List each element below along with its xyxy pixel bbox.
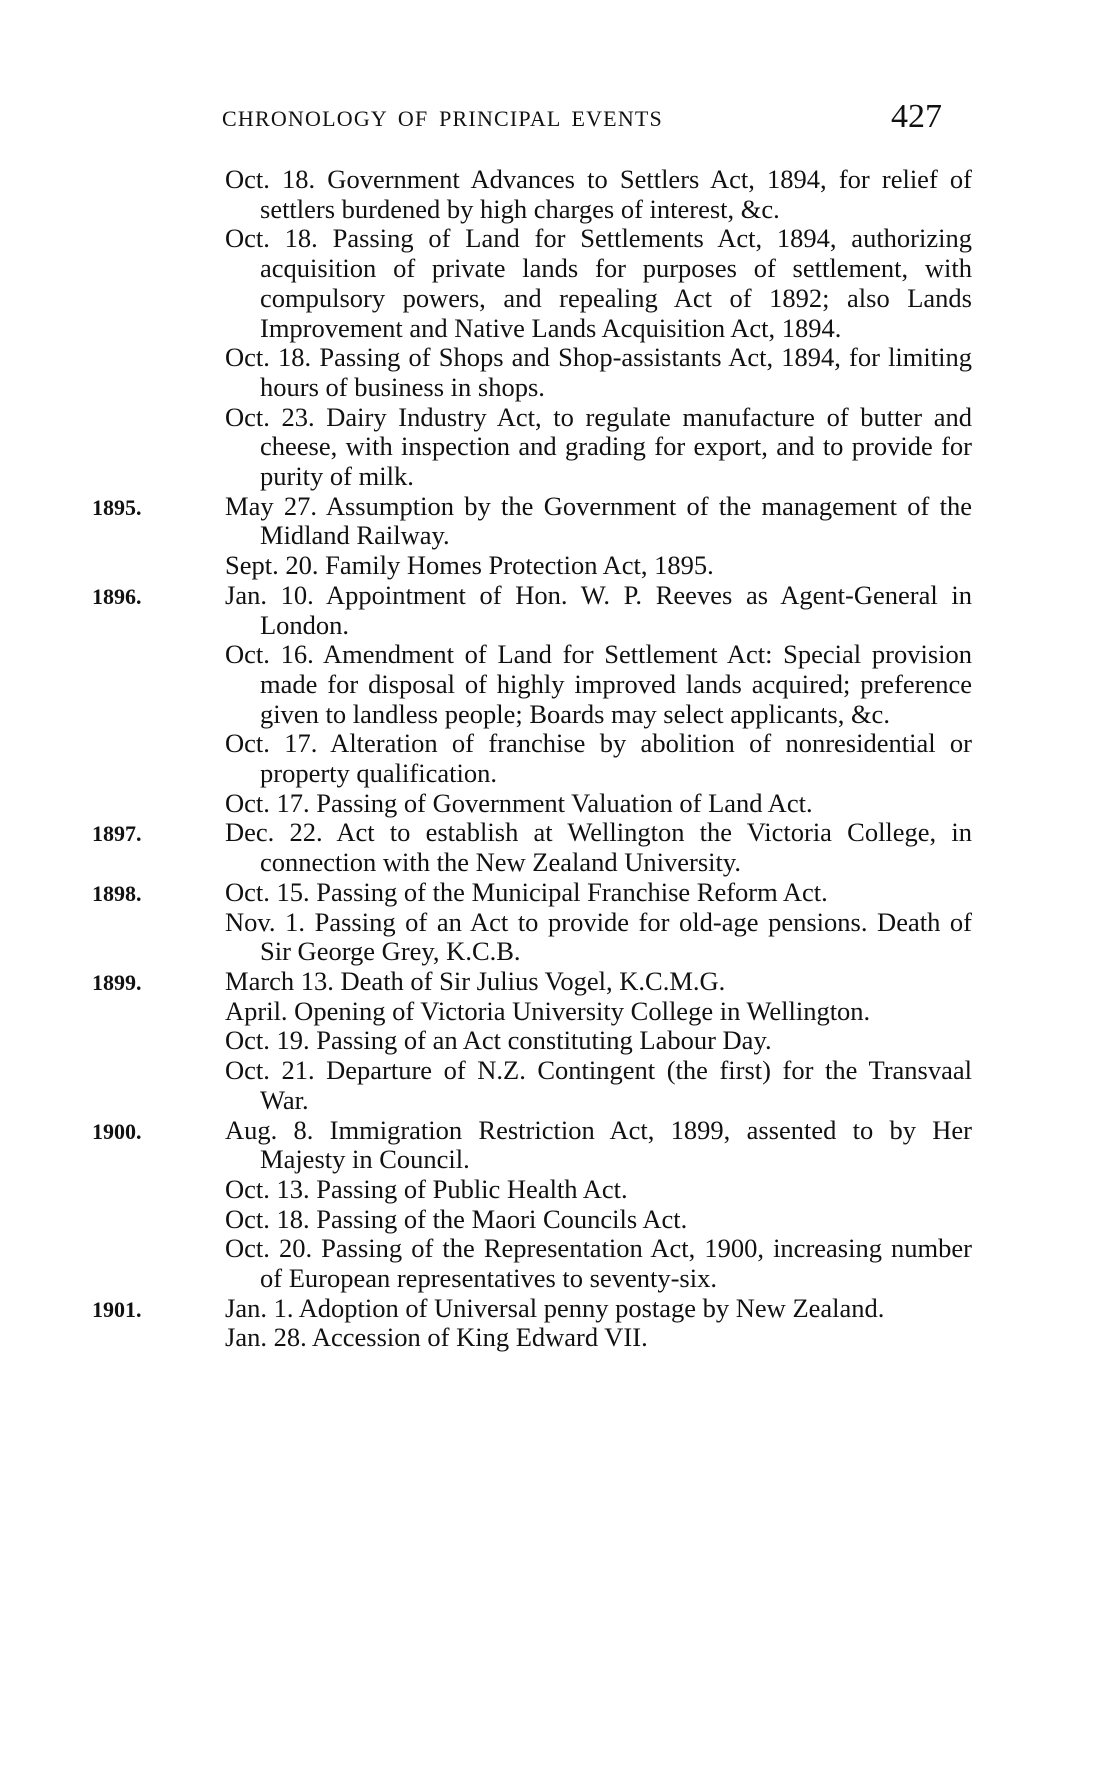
entry-text: Oct. 17. Passing of Government Valuation of Land Act. bbox=[225, 787, 813, 818]
chronology-entry bbox=[0, 640, 1114, 729]
entry-text: Dec. 22. Act to establish at Wellington the Victoria College, in connection with the New Zealand University. bbox=[225, 817, 972, 878]
chronology-entry bbox=[0, 1056, 1114, 1115]
chronology-entry bbox=[0, 1116, 1114, 1175]
entry-text: Oct. 21. Departure of N.Z. Contingent (the first) for the Transvaal War. bbox=[225, 1055, 972, 1115]
chronology-entry bbox=[0, 967, 1114, 997]
chronology-entry bbox=[0, 581, 1114, 640]
entry-text: April. Opening of Victoria University College in Wellington. bbox=[225, 995, 871, 1026]
chronology-entry bbox=[0, 165, 1114, 224]
entry-text: Oct. 16. Amendment of Land for Settlement Act: Special provision made for disposal of highly improved lands acquired; preference given to landless people; Boards may select applicants, &c. bbox=[225, 639, 972, 729]
entry-text: Oct. 13. Passing of Public Health Act. bbox=[225, 1173, 628, 1204]
chronology-entry bbox=[0, 403, 1114, 492]
chronology-entry bbox=[0, 224, 1114, 343]
running-head bbox=[222, 98, 942, 142]
page-number: 427 bbox=[891, 98, 942, 135]
chronology-entry bbox=[0, 551, 1114, 581]
entry-text: Jan. 1. Adoption of Universal penny postage by New Zealand. bbox=[225, 1292, 885, 1323]
chronology-list bbox=[0, 165, 1114, 1353]
chronology-entry bbox=[0, 1294, 1114, 1324]
entry-text: Oct. 18. Passing of Shops and Shop-assistants Act, 1894, for limiting hours of business in shops. bbox=[225, 342, 972, 402]
chronology-entry bbox=[0, 1026, 1114, 1056]
entry-text: Aug. 8. Immigration Restriction Act, 1899, assented to by Her Majesty in Council. bbox=[225, 1114, 972, 1175]
entry-text: March 13. Death of Sir Julius Vogel, K.C.M.G. bbox=[225, 965, 726, 996]
entry-year: 1896. bbox=[92, 583, 142, 609]
entry-text: Oct. 18. Passing of the Maori Councils Act. bbox=[225, 1203, 688, 1234]
chronology-entry bbox=[0, 492, 1114, 551]
entry-year: 1897. bbox=[92, 821, 142, 847]
chronology-entry bbox=[0, 343, 1114, 402]
entry-text: Oct. 19. Passing of an Act constituting Labour Day. bbox=[225, 1025, 772, 1056]
chronology-entry bbox=[0, 878, 1114, 908]
chronology-entry bbox=[0, 729, 1114, 788]
chronology-entry bbox=[0, 997, 1114, 1027]
entry-year: 1901. bbox=[92, 1296, 142, 1322]
chronology-entry bbox=[0, 1175, 1114, 1205]
chronology-entry bbox=[0, 1205, 1114, 1235]
entry-text: Oct. 17. Alteration of franchise by abolition of nonresidential or property qualification. bbox=[225, 728, 972, 789]
entry-text: Jan. 28. Accession of King Edward VII. bbox=[225, 1322, 648, 1353]
chronology-entry bbox=[0, 818, 1114, 877]
entry-text: Oct. 23. Dairy Industry Act, to regulate manufacture of butter and cheese, with inspection and grading for export, and to provide for purity of milk. bbox=[225, 401, 972, 492]
entry-text: Jan. 10. Appointment of Hon. W. P. Reeves as Agent-General in London. bbox=[225, 579, 972, 640]
entry-year: 1895. bbox=[92, 494, 142, 520]
entry-text: May 27. Assumption by the Government of the management of the Midland Railway. bbox=[225, 490, 972, 551]
entry-year: 1900. bbox=[92, 1118, 142, 1144]
entry-year: 1899. bbox=[92, 969, 142, 995]
entry-text: Oct. 20. Passing of the Representation Act, 1900, increasing number of European representatives to seventy-six. bbox=[225, 1233, 972, 1294]
chronology-entry bbox=[0, 1234, 1114, 1293]
chronology-entry bbox=[0, 1323, 1114, 1353]
entry-text: Oct. 15. Passing of the Municipal Franchise Reform Act. bbox=[225, 876, 828, 907]
entry-text: Oct. 18. Government Advances to Settlers Act, 1894, for relief of settlers burdened by high charges of interest, &c. bbox=[225, 164, 972, 224]
running-title: CHRONOLOGY OF PRINCIPAL EVENTS bbox=[222, 106, 663, 131]
chronology-entry bbox=[0, 789, 1114, 819]
entry-text: Sept. 20. Family Homes Protection Act, 1895. bbox=[225, 550, 714, 581]
entry-text: Oct. 18. Passing of Land for Settlements Act, 1894, authorizing acquisition of private lands for purposes of settlement, with compulsory powers, and repealing Act of 1892; also Lands Improvement and Native Lands Acquisition Act, 1894. bbox=[225, 223, 972, 343]
entry-text: Nov. 1. Passing of an Act to provide for old-age pensions. Death of Sir George Grey, K.C.B. bbox=[225, 906, 972, 967]
chronology-entry bbox=[0, 908, 1114, 967]
entry-year: 1898. bbox=[92, 880, 142, 906]
